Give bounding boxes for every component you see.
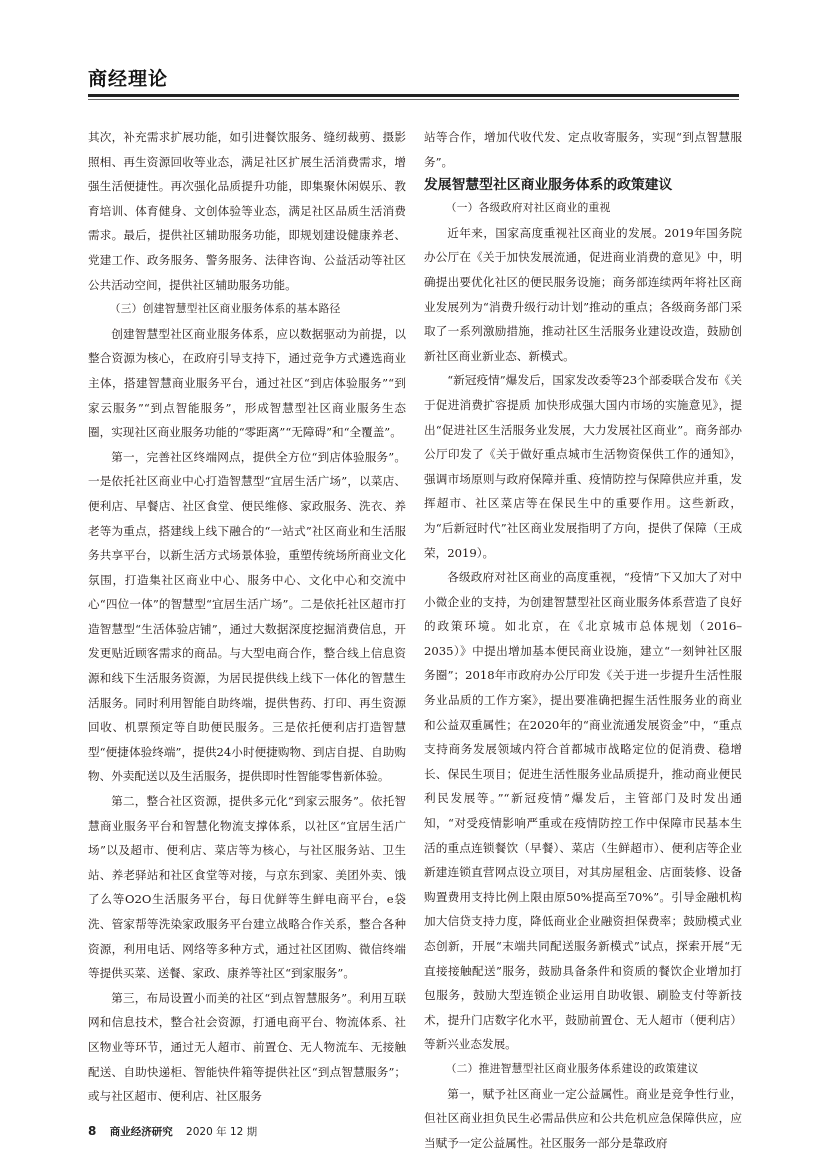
journal-name: 商业经济研究 xyxy=(109,1126,173,1138)
body-paragraph: 近年来，国家高度重视社区商业的发展。2019年国务院办公厅在《关于加快发展流通，促进商业消费的意见》中，明确提出要优化社区的便民服务设施；商务部连续两年将社区商业发展列为“消费升级行动计划”推动的重点；各级商务部门采取了一系列激励措施，推动社区生活服务业建设改造，鼓励创新社区商业新业态、新模式。 xyxy=(424,225,742,363)
right-column xyxy=(424,125,742,1155)
body-paragraph: 创建智慧型社区商业服务体系，应以数据驱动为前提，以整合资源为核心，在政府引导支持下，通过竞争方式遴选商业主体，搭建智慧商业服务平台，通过社区“到店体验服务”“到家云服务”“到点智能服务”，形成智慧型社区商业服务生态圈，实现社区商业服务功能的“零距离”“无障碍”和“全覆盖”。 xyxy=(88,326,406,440)
subsection-heading: （二）推进智慧型社区商业服务体系建设的政策建议 xyxy=(445,1061,699,1075)
body-paragraph: 第一，完善社区终端网点，提供全方位“到店体验服务”。一是依托社区商业中心打造智慧型“宜居生活广场”，以菜店、便利店、早餐店、社区食堂、便民维修、家政服务、洗衣、养老等为重点，搭建线上线下融合的“一站式”社区商业和生活服务共享平台，以新生活方式场景体验，重塑传统场所商业文化氛围，打造集社区商业中心、服务中心、文化中心和交流中心“四位一体”的智慧型“宜居生活广场”。二是依托社区超市打造智慧型“生活体验店铺”，通过大数据深度挖掘消费信息，开发更贴近顾客需求的商品。与大型电商合作，整合线上信息资源和线下生活服务资源，为居民提供线上线下一体化的智慧生活服务。同时利用智能自助终端，提供售药、打印、再生资源回收、机票预定等自助便民服务。三是依托便利店打造智慧型“便捷体验终端”，提供24小时便捷购物、到店自提、自助购物、外卖配送以及生活服务，提供即时性智能零售新体验。 xyxy=(88,449,406,784)
page-footer xyxy=(88,1124,257,1139)
left-column xyxy=(88,125,406,1109)
body-paragraph: “新冠疫情”爆发后，国家发改委等23个部委联合发布《关于促进消费扩容提质 加快形成强大国内市场的实施意见》，提出“促进社区生活服务业发展，大力发展社区商业”。商务部办公厅印发了《关于做好重点城市生活物资保供工作的通知》，强调市场原则与政府保障并重、疫情防控与保障供应并重，发挥超市、社区菜店等在保民生中的重要作用。这些新政，为“后新冠时代”社区商业发展指明了方向，提供了保障（王成荣，2019）。 xyxy=(424,373,742,560)
body-paragraph: 其次，补充需求扩展功能，如引进餐饮服务、缝纫裁剪、摄影照相、再生资源回收等业态，满足社区扩展生活消费需求，增强生活便捷性。再次强化品质提升功能，即集聚休闲娱乐、教育培训、体育健身、文创体验等业态，满足社区品质生活消费需求。最后，提供社区辅助服务功能，即规划建设健康养老、党建工作、政务服务、警务服务、法律咨询、公益活动等社区公共活动空间，提供社区辅助服务功能。 xyxy=(88,130,406,292)
body-paragraph: 第三，布局设置小而美的社区“到点智慧服务”。利用互联网和信息技术，整合社会资源，打通电商平台、物流体系、社区物业等环节，通过无人超市、前置仓、无人物流车、无接触配送、自助快递柜、智能快件箱等提供社区“到点智慧服务”；或与社区超市、便利店、社区服务 xyxy=(88,990,406,1104)
header-rule-thin xyxy=(88,99,739,100)
body-paragraph: 第一，赋予社区商业一定公益属性。商业是竞争性行业，但社区商业担负民生必需品供应和公共危机应急保障供应，应当赋予一定公益属性。社区服务一部分是靠政府 xyxy=(424,1086,742,1150)
body-paragraph: 各级政府对社区商业的高度重视，“疫情”下又加大了对中小微企业的支持，为创建智慧型社区商业服务体系营造了良好的政策环境。如北京，在《北京城市总体规划（2016–2035）》中提出增加基本便民商业设施，建立“一刻钟社区服务圈”；2018年市政府办公厅印发《关于进一步提升生活性服务业品质的工作方案》，提出要准确把握生活性服务业的商业和公益双重属性；在2020年的“商业流通发展资金”中，“重点支持商务发展领域内符合首都城市战略定位的促消费、稳增长、保民生项目；促进生活性服务业品质提升，推动商业便民利民发展等。”“新冠疫情”爆发后，主管部门及时发出通知，“对受疫情影响严重或在疫情防控工作中保障市民基本生活的重点连锁餐饮（早餐）、菜店（生鲜超市）、便利店等企业新建连锁直营网点设立项目，对其房屋租金、店面装修、设备购置费用支持比例上限由原50%提高至70%”。引导金融机构加大信贷支持力度，降低商业企业融资担保费率；鼓励模式业态创新，开展“末端共同配送服务新模式”试点，探索开展“无直接接触配送”服务，鼓励具备条件和资质的餐饮企业增加打包服务，鼓励大型连锁企业运用自助收银、刷脸支付等新技术，提升门店数字化水平，鼓励前置仓、无人超市（便利店）等新兴业态发展。 xyxy=(424,570,742,1052)
body-paragraph: 站等合作，增加代收代发、定点收寄服务，实现“到点智慧服务”。 xyxy=(424,130,742,169)
header-rule-thick xyxy=(88,94,739,97)
subsection-heading: （一）各级政府对社区商业的重视 xyxy=(445,201,611,215)
issue-label: 2020 年 12 期 xyxy=(186,1126,258,1138)
section-header-title: 商经理论 xyxy=(88,68,169,90)
section-title: 发展智慧型社区商业服务体系的政策建议 xyxy=(424,177,673,194)
subsection-heading: （三）创建智慧型社区商业服务体系的基本路径 xyxy=(109,302,341,316)
page-number: 8 xyxy=(88,1124,97,1138)
body-paragraph: 第二，整合社区资源，提供多元化“到家云服务”。依托智慧商业服务平台和智慧化物流支撑体系，以社区“宜居生活广场”以及超市、便利店、菜店等为核心，与社区服务站、卫生站、养老驿站和社区食堂等对接，与京东到家、美团外卖、饿了么等O2O生活服务平台，每日优鲜等生鲜电商平台，e袋洗、管家帮等洗染家政服务平台建立战略合作关系，整合各种资源，利用电话、网络等多种方式，通过社区团购、微信终端等提供买菜、送餐、家政、康养等社区“到家服务”。 xyxy=(88,794,406,981)
